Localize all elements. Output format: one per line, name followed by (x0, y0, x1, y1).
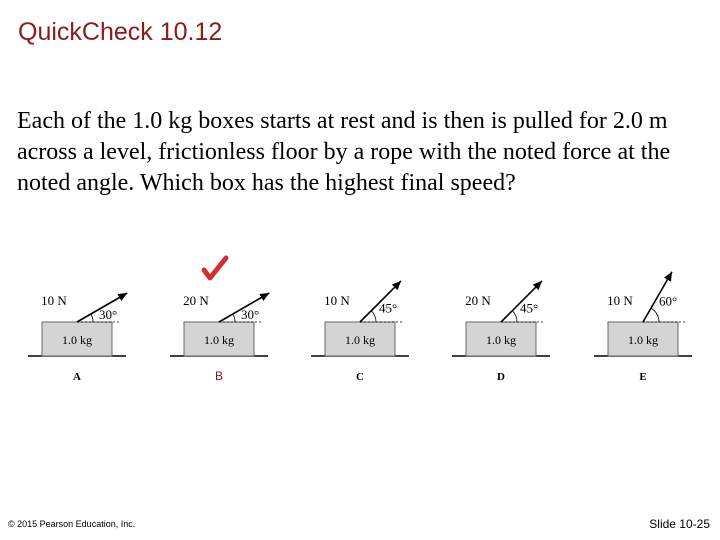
force-label: 10 N (324, 293, 350, 308)
angle-arc (651, 308, 659, 322)
angle-arc (233, 314, 235, 322)
question-text: Each of the 1.0 kg boxes starts at rest and is then is pulled for 2.0 m across a level, frictionless floor by a rope with the noted force at the noted angle. Which box has the highest final speed? (17, 108, 671, 196)
angle-label: 30° (241, 307, 260, 322)
slide-number: Slide 10-25 (649, 517, 710, 531)
mass-label: 1.0 kg (62, 333, 92, 347)
mass-label: 1.0 kg (204, 333, 234, 347)
checkmark-icon (204, 258, 226, 278)
box-diagram-e (594, 272, 692, 383)
force-label: 20 N (183, 293, 209, 308)
box-letter-label: C (356, 371, 364, 383)
box-diagram-c (311, 281, 409, 383)
box-letter-label: D (497, 371, 505, 383)
box-diagram-b (170, 258, 269, 383)
angle-label: 45° (379, 300, 398, 316)
angle-label: 30° (99, 307, 118, 322)
mass-label: 1.0 kg (628, 333, 658, 347)
angle-label: 45° (520, 300, 539, 316)
force-label: 10 N (607, 293, 633, 308)
boxes-figure (0, 250, 720, 390)
mass-label: 1.0 kg (486, 333, 516, 347)
box-diagram-a (28, 293, 127, 383)
angle-arc (512, 311, 517, 322)
angle-label: 60° (659, 293, 678, 309)
mass-label: 1.0 kg (345, 333, 375, 347)
box-letter-label: E (639, 371, 647, 383)
force-label: 20 N (465, 293, 491, 308)
box-letter-label: B (214, 369, 224, 383)
force-label: 10 N (41, 293, 67, 308)
box-letter-label: A (73, 371, 81, 383)
angle-arc (91, 314, 93, 322)
copyright-text: © 2015 Pearson Education, Inc. (8, 519, 136, 529)
slide-title: QuickCheck 10.12 (18, 18, 223, 46)
angle-arc (371, 311, 376, 322)
box-diagram-d (452, 281, 550, 383)
